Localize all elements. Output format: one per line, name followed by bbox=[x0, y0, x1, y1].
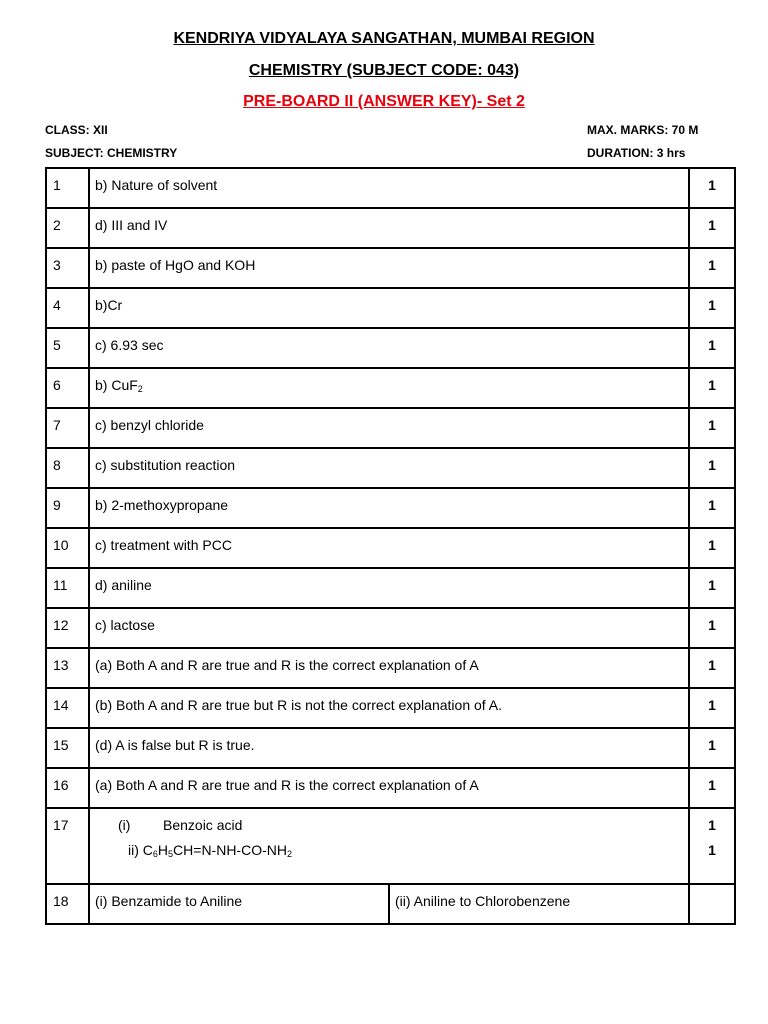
answer-cell bbox=[89, 808, 689, 884]
marks-cell: 1 bbox=[689, 168, 735, 208]
answer-cell-right: (ii) Aniline to Chlorobenzene bbox=[389, 884, 689, 924]
question-number: 2 bbox=[46, 208, 89, 248]
subject-label: SUBJECT: CHEMISTRY bbox=[45, 146, 178, 160]
question-number: 12 bbox=[46, 608, 89, 648]
answer-cell bbox=[89, 368, 689, 408]
table-row bbox=[46, 448, 735, 488]
answer-cell: c) benzyl chloride bbox=[89, 408, 689, 448]
answer-cell: d) III and IV bbox=[89, 208, 689, 248]
answer-cell: c) substitution reaction bbox=[89, 448, 689, 488]
formula-subscript: 2 bbox=[137, 384, 143, 394]
answer-cell: (b) Both A and R are true but R is not the correct explanation of A. bbox=[89, 688, 689, 728]
table-row bbox=[46, 808, 735, 884]
marks-cell: 1 bbox=[689, 368, 735, 408]
answer-cell: c) lactose bbox=[89, 608, 689, 648]
answer-cell: b) paste of HgO and KOH bbox=[89, 248, 689, 288]
question-number: 6 bbox=[46, 368, 89, 408]
table-row bbox=[46, 768, 735, 808]
marks-cell: 1 bbox=[689, 408, 735, 448]
part-numeral: (i) bbox=[118, 817, 131, 833]
question-number: 8 bbox=[46, 448, 89, 488]
question-number: 10 bbox=[46, 528, 89, 568]
answer-cell: c) 6.93 sec bbox=[89, 328, 689, 368]
answer-key-table bbox=[45, 167, 736, 925]
question-number: 1 bbox=[46, 168, 89, 208]
table-row bbox=[46, 728, 735, 768]
table-row bbox=[46, 248, 735, 288]
formula-text: CH=N-NH-CO-NH bbox=[173, 842, 287, 858]
marks-cell: 1 bbox=[689, 608, 735, 648]
formula-subscript: 5 bbox=[168, 849, 174, 859]
marks-cell bbox=[689, 884, 735, 924]
question-number: 18 bbox=[46, 884, 89, 924]
question-number: 11 bbox=[46, 568, 89, 608]
marks-cell: 1 bbox=[689, 648, 735, 688]
marks-cell: 1 bbox=[689, 568, 735, 608]
marks-value: 1 bbox=[708, 842, 716, 858]
question-number: 17 bbox=[46, 808, 89, 884]
answer-cell: d) aniline bbox=[89, 568, 689, 608]
marks-cell: 1 bbox=[689, 288, 735, 328]
question-number: 3 bbox=[46, 248, 89, 288]
question-number: 13 bbox=[46, 648, 89, 688]
answer-cell: c) treatment with PCC bbox=[89, 528, 689, 568]
table-row bbox=[46, 648, 735, 688]
table-row bbox=[46, 488, 735, 528]
question-number: 15 bbox=[46, 728, 89, 768]
formula-subscript: 2 bbox=[286, 849, 292, 859]
exam-title: PRE-BOARD II (ANSWER KEY)- Set 2 bbox=[243, 93, 525, 110]
question-number: 4 bbox=[46, 288, 89, 328]
answer-cell: b) Nature of solvent bbox=[89, 168, 689, 208]
table-row bbox=[46, 288, 735, 328]
table-row bbox=[46, 408, 735, 448]
marks-cell: 1 bbox=[689, 728, 735, 768]
answer-cell: b) 2-methoxypropane bbox=[89, 488, 689, 528]
class-label: CLASS: XII bbox=[45, 123, 108, 137]
answer-table-body bbox=[46, 168, 735, 924]
table-row bbox=[46, 688, 735, 728]
subject-title: CHEMISTRY (SUBJECT CODE: 043) bbox=[248, 62, 520, 79]
question-number: 16 bbox=[46, 768, 89, 808]
table-row bbox=[46, 608, 735, 648]
question-number: 14 bbox=[46, 688, 89, 728]
table-row bbox=[46, 168, 735, 208]
marks-cell: 1 bbox=[689, 488, 735, 528]
part-text: Benzoic acid bbox=[163, 817, 243, 833]
question-number: 7 bbox=[46, 408, 89, 448]
table-row bbox=[46, 208, 735, 248]
max-marks-label: MAX. MARKS: 70 M bbox=[587, 123, 699, 137]
duration-label: DURATION: 3 hrs bbox=[587, 146, 686, 160]
table-row bbox=[46, 328, 735, 368]
table-row bbox=[46, 528, 735, 568]
answer-cell: (a) Both A and R are true and R is the correct explanation of A bbox=[89, 648, 689, 688]
formula-subscript: 6 bbox=[152, 849, 158, 859]
formula-text: H bbox=[157, 842, 169, 858]
answer-cell: b)Cr bbox=[89, 288, 689, 328]
marks-value: 1 bbox=[708, 817, 716, 833]
formula-text: b) CuF bbox=[95, 377, 138, 393]
table-row bbox=[46, 368, 735, 408]
answer-part-1 bbox=[95, 817, 688, 833]
answer-part-2 bbox=[95, 842, 688, 859]
marks-cell bbox=[689, 808, 735, 884]
table-row bbox=[46, 884, 735, 924]
school-title: KENDRIYA VIDYALAYA SANGATHAN, MUMBAI REGION bbox=[173, 30, 595, 47]
marks-cell: 1 bbox=[689, 208, 735, 248]
answer-cell-left: (i) Benzamide to Aniline bbox=[89, 884, 389, 924]
answer-cell: (a) Both A and R are true and R is the correct explanation of A bbox=[89, 768, 689, 808]
table-row bbox=[46, 568, 735, 608]
marks-cell: 1 bbox=[689, 448, 735, 488]
marks-cell: 1 bbox=[689, 688, 735, 728]
marks-cell: 1 bbox=[689, 528, 735, 568]
marks-cell: 1 bbox=[689, 248, 735, 288]
marks-cell: 1 bbox=[689, 768, 735, 808]
question-number: 9 bbox=[46, 488, 89, 528]
question-number: 5 bbox=[46, 328, 89, 368]
marks-cell: 1 bbox=[689, 328, 735, 368]
answer-cell: (d) A is false but R is true. bbox=[89, 728, 689, 768]
formula-text: ii) C bbox=[128, 842, 153, 858]
